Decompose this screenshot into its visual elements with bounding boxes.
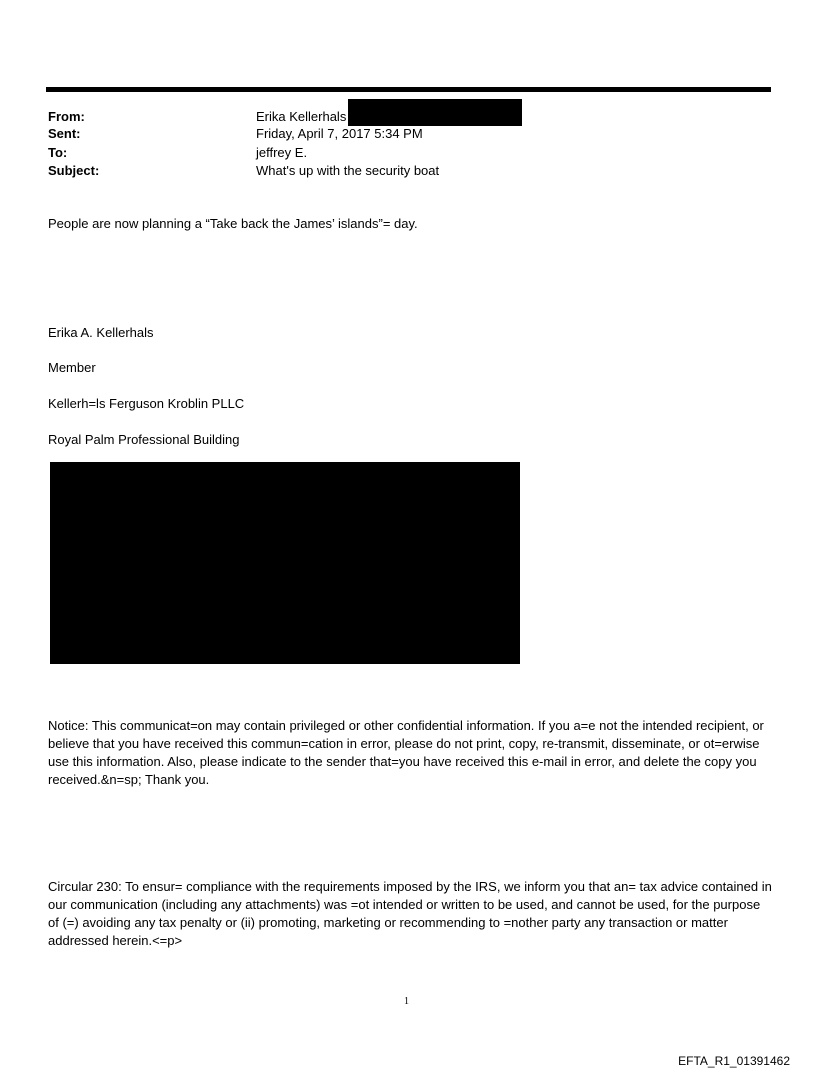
message-body: People are now planning a “Take back the James’ islands”= day.	[48, 216, 418, 231]
circular-230-notice: Circular 230: To ensur= compliance with the requirements imposed by the IRS, we inform you that an= tax advice contained in our communication (including any attachments) was =ot intended or written to be used, and cannot be used, for the purpose of (=) avoiding any tax penalty or (ii) promoting, marketing or recommending to =nother party any transaction or matter addressed herein.<=p>	[48, 879, 772, 948]
signature-name: Erika A. Kellerhals	[48, 325, 154, 340]
to-value: jeffrey E.	[256, 145, 308, 160]
subject-label: Subject:	[48, 163, 100, 178]
confidentiality-notice: Notice: This communicat=on may contain privileged or other confidential information. If you a=e not the intended recipient, or believe that you have received this commun=cation in error, please do not print, copy, re-transmit, disseminate, or ot=erwise use this information. Also, please indicate to the sender that=you have received this e-mail in error, and delete the copy you received.&n=sp; Thank you.	[48, 718, 764, 787]
from-label: From:	[48, 109, 85, 124]
redaction-block-email	[348, 99, 522, 126]
signature-title: Member	[48, 360, 96, 375]
to-label: To:	[48, 145, 68, 160]
bates-number: EFTA_R1_01391462	[678, 1054, 790, 1068]
sent-label: Sent:	[48, 126, 81, 141]
signature-building: Royal Palm Professional Building	[48, 432, 240, 447]
signature-firm: Kellerh=ls Ferguson Kroblin PLLC	[48, 396, 245, 411]
sent-value: Friday, April 7, 2017 5:34 PM	[256, 126, 423, 141]
header-divider	[46, 87, 771, 92]
page-number: 1	[404, 996, 409, 1007]
subject-value: What's up with the security boat	[256, 163, 440, 178]
redaction-block-address	[50, 462, 520, 664]
from-value: Erika Kellerhals	[256, 109, 347, 124]
